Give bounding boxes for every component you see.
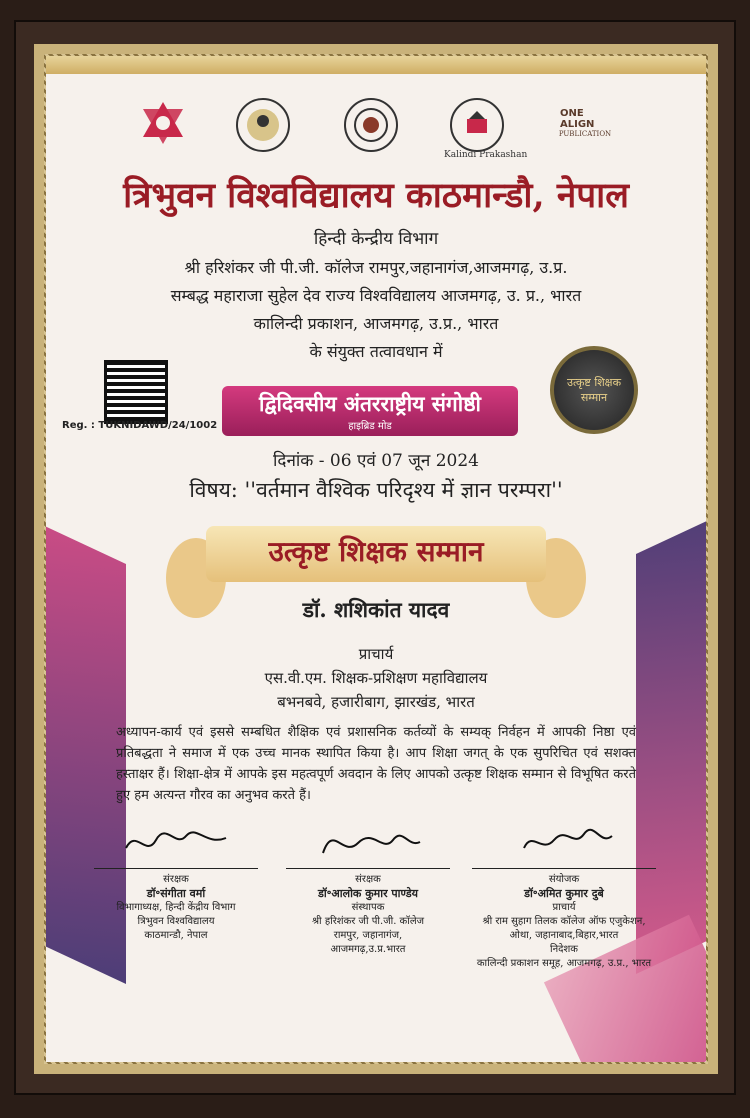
signatory-1-role: संरक्षक: [163, 874, 189, 885]
qr-code-icon: [104, 360, 168, 424]
signature-2-icon: [278, 818, 458, 868]
college-emblem-icon: [236, 98, 290, 152]
recipient-role: प्राचार्य: [358, 645, 394, 663]
signatory-2-name: डॉ॰आलोक कुमार पाण्डेय: [317, 887, 419, 900]
signatory-3-detail-2: श्री राम सुहाग तिलक कॉलेज ऑफ एजुकेशन,: [482, 916, 646, 927]
logo5-caption: ONE ALIGN: [560, 108, 595, 130]
subject-line: विषय: ''वर्तमान वैश्विक परिदृश्य में ज्ञान परम्परा'': [189, 478, 563, 502]
signatory-2-detail-3: रामपुर, जहानागंज,: [333, 930, 403, 941]
kalindi-prakashan-logo-icon: [444, 98, 528, 160]
logo4-caption: Kalindi Prakashan: [444, 150, 528, 160]
header-line-3: सम्बद्ध महाराजा सुहेल देव राज्य विश्वविद्यालय आजमगढ़, उ. प्र., भारत: [170, 286, 582, 305]
signatory-1: [86, 818, 266, 943]
signatory-2-role: संरक्षक: [355, 874, 381, 885]
star-logo-icon: [138, 98, 188, 148]
citation-text: अध्यापन-कार्य एवं इससे सम्बधित शैक्षिक एवं प्रशासनिक कर्तव्यों के सम्यक् निर्वहन में आपकी निष्ठा एवं प्रतिबद्धता ने समाज में एक उच्च मानक स्थापित किया है। आप शिक्षा जगत् के एक सुपरिचित एवं सशक्त हस्ताक्षर हैं। शिक्षा-क्षेत्र में आपके इस महत्वपूर्ण अवदान के लिए आपको उत्कृष्ट शिक्षक सम्मान से विभूषित करते हुए हम अत्यन्त गौरव का अनुभव करते हैं।: [116, 725, 636, 803]
logo5-sub: PUBLICATION: [558, 130, 612, 138]
signatory-3-role: संयोजक: [548, 874, 580, 885]
signatory-1-detail-3: काठमान्डौ, नेपाल: [144, 930, 208, 941]
signatory-3-detail-1: प्राचार्य: [552, 902, 576, 913]
signature-3-icon: [464, 818, 664, 868]
page-title: त्रिभुवन विश्वविद्यालय काठमान्डौ, नेपाल: [123, 175, 629, 216]
logo-row: [46, 98, 706, 168]
signatory-2-detail-1: संस्थापक: [351, 902, 385, 913]
signatory-2-detail-4: आजमगढ़,उ.प्र.भारत: [330, 944, 406, 955]
seminar-banner: [222, 386, 518, 436]
signatory-1-name: डॉ॰संगीता वर्मा: [146, 887, 206, 900]
recipient-address: बभनबवे, हजारीबाग, झारखंड, भारत: [277, 693, 475, 711]
certificate: [46, 56, 706, 1062]
header-line-4: कालिन्दी प्रकाशन, आजमगढ़, उ.प्र., भारत: [253, 314, 499, 333]
banner-title: द्विदिवसीय अंतरराष्ट्रीय संगोष्ठी: [259, 391, 481, 416]
recipient-institution: एस.वी.एम. शिक्षक-प्रशिक्षण महाविद्यालय: [264, 669, 488, 687]
signature-1-icon: [86, 818, 266, 868]
recipient-name: डॉ. शशिकांत यादव: [302, 597, 450, 622]
header-line-5: के संयुक्त तत्वावधान में: [309, 342, 443, 361]
signatory-2-detail-2: श्री हरिशंकर जी पी.जी. कॉलेज: [311, 916, 425, 927]
signatory-3-detail-4: निदेशक: [550, 944, 578, 955]
signatory-3-detail-3: ओथा, जहानाबाद,बिहार,भारत: [509, 930, 619, 941]
signatory-1-detail-1: विभागाध्यक्ष, हिन्दी केंद्रीय विभाग: [116, 902, 236, 913]
header-line-1: हिन्दी केन्द्रीय विभाग: [313, 229, 439, 249]
award-title: उत्कृष्ट शिक्षक सम्मान: [268, 535, 484, 568]
award-seal: उत्कृष्ट शिक्षक सम्मान: [550, 346, 638, 434]
signatory-3-detail-5: कालिन्दी प्रकाशन समूह, आजमगढ़, उ.प्र., भारत: [476, 958, 652, 969]
signatory-1-detail-2: त्रिभुवन विश्वविद्यालय: [137, 916, 215, 927]
banner-subtitle: हाइब्रिड मोड: [348, 421, 392, 432]
signatory-2: [278, 818, 458, 957]
one-align-logo-icon: [560, 98, 610, 148]
event-date: दिनांक - 06 एवं 07 जून 2024: [273, 451, 479, 471]
top-gold-band: [46, 56, 706, 74]
signatory-3-name: डॉ॰अमित कुमार दुबे: [524, 887, 604, 900]
registration-number: Reg. : TUKNIDAWD/24/1002: [62, 420, 218, 431]
signatures: [46, 818, 706, 1058]
university-seal-icon: [344, 98, 398, 152]
signatory-3: [464, 818, 664, 971]
header-line-2: श्री हरिशंकर जी पी.जी. कॉलेज रामपुर,जहानागंज,आजमगढ़, उ.प्र.: [184, 258, 568, 277]
